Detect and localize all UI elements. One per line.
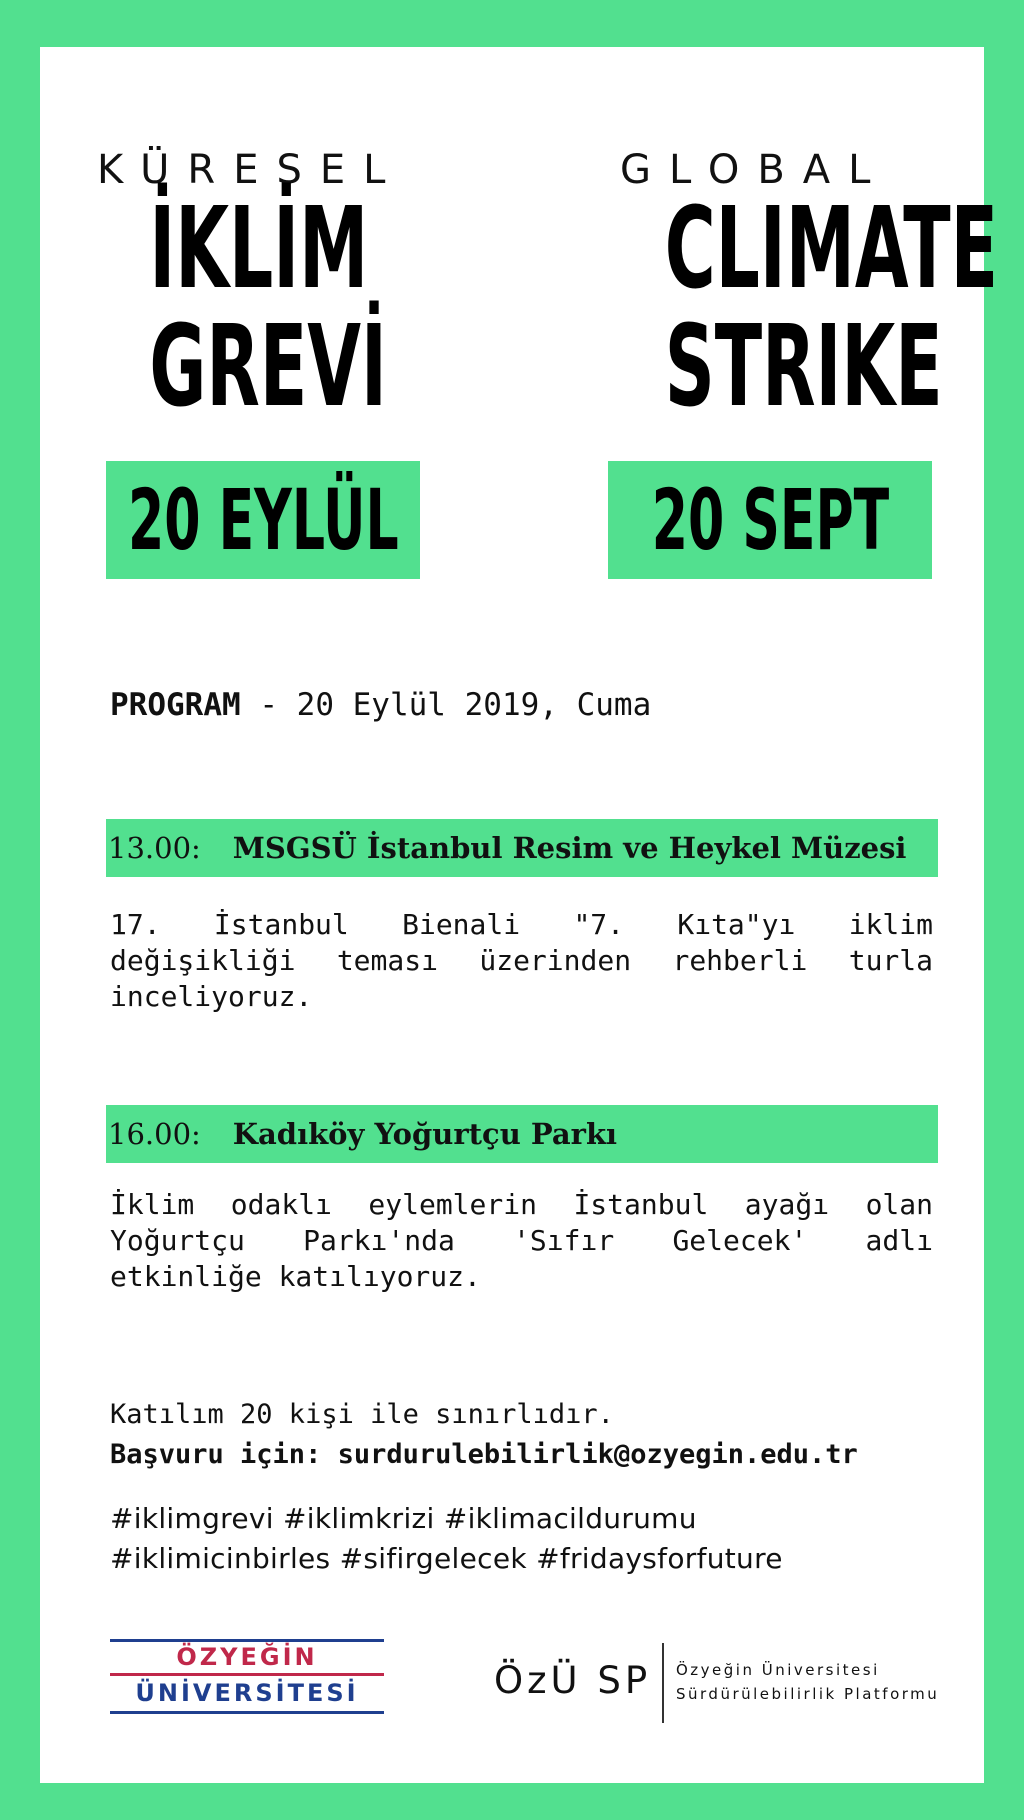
kicker-kuresel: KÜRESEL [97,147,404,193]
event-2-description: İklim odaklı eylemlerin İstanbul ayağı olan Yoğurtçu Parkı'nda 'Sıfır Gelecek' adlı etkinliğe katılıyoruz. [110,1188,933,1293]
hashtags-line-1: #iklimgrevi #iklimkrizi #iklimacildurumu [110,1502,697,1535]
date-box-right [608,461,932,579]
ozu-sp-logo: ÖzÜ SP [494,1659,652,1702]
hashtags-line-2: #iklimicinbirles #sifirgelecek #fridaysforfuture [110,1542,783,1575]
event-1-description: 17. İstanbul Bienali "7. Kıta"yı iklim değişikliği teması üzerinden rehberli turla inceliyoruz. [110,908,933,1013]
event-2-place: Kadıköy Yoğurtçu Parkı [232,1117,618,1151]
headline-right [602,184,998,432]
sp-divider [662,1643,664,1723]
date-box-left [106,461,420,579]
headline-left [100,184,387,432]
logo-universitesi: ÜNİVERSİTESİ [135,1679,359,1707]
capacity-note: Katılım 20 kişi ile sınırlıdır. [110,1399,614,1430]
headline-climate: CLIMATE [664,184,998,314]
sp-line-1: Özyeğin Üniversitesi [676,1661,880,1679]
apply-email[interactable]: surdurulebilirlik@ozyegin.edu.tr [337,1439,858,1470]
event-bar-1 [106,819,938,877]
program-title [110,687,651,723]
sp-line-2: Sürdürülebilirlik Platformu [676,1685,940,1703]
headline-grevi: GREVİ [149,302,387,432]
poster-card [40,47,998,1783]
logo-rule-middle [110,1673,384,1676]
event-bar-2 [106,1105,938,1163]
apply-line [110,1435,858,1475]
program-date: - 20 Eylül 2019, Cuma [259,687,652,723]
event-2-time: 16.00: [108,1117,201,1151]
event-1-time: 13.00: [108,831,201,865]
headline-strike: STRIKE [664,302,943,432]
program-label: PROGRAM [110,687,241,723]
date-left: 20 EYLÜL [127,471,399,569]
event-1-place: MSGSÜ İstanbul Resim ve Heykel Müzesi [232,831,907,865]
kicker-global: GLOBAL [620,147,889,193]
date-right: 20 SEPT [651,471,889,569]
headline-iklim: İKLİM [149,184,369,314]
logo-rule-bottom [110,1711,384,1714]
apply-label: Başvuru için: [110,1439,322,1470]
logo-ozyegin: ÖZYEĞİN [176,1643,318,1671]
university-logo [110,1639,384,1719]
logo-rule-top [110,1639,384,1642]
